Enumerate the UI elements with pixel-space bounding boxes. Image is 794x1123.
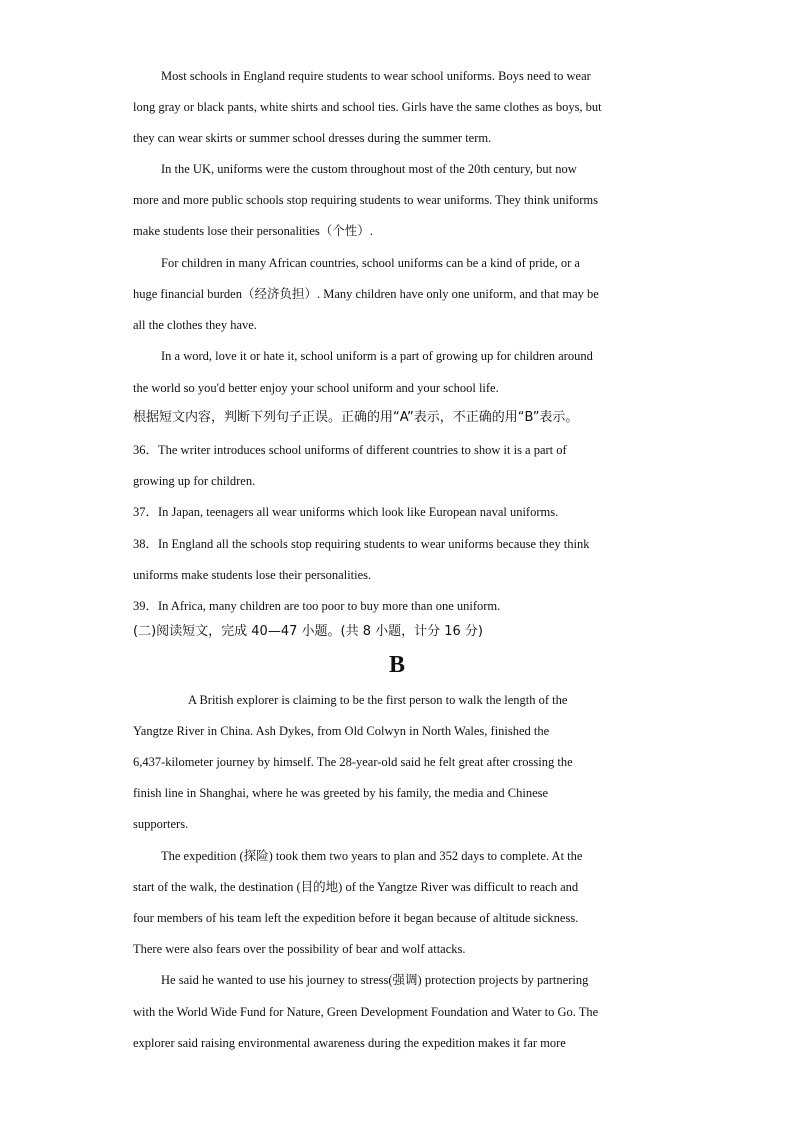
passage-b-label: B <box>388 652 405 678</box>
passage-b-p2-line1: The expedition (探险) took them two years to plan and 352 days to complete. At the <box>161 849 583 863</box>
question-38-line1: 38．In England all the schools stop requiring students to wear uniforms because they think <box>133 537 590 551</box>
passage-b-p2-line3: four members of his team left the expedition before it began because of altitude sickness. <box>133 911 579 925</box>
passage-b-p3-line3: explorer said raising environmental awareness during the expedition makes it far more <box>133 1036 566 1050</box>
question-36-line1: 36．The writer introduces school uniforms of different countries to show it is a part of <box>133 443 567 457</box>
passage-b-p3-line2: with the World Wide Fund for Nature, Green Development Foundation and Water to Go. The <box>133 1005 599 1019</box>
passage-b-p1-line4: finish line in Shanghai, where he was greeted by his family, the media and Chinese <box>133 786 549 800</box>
passage-a-p2-line2: more and more public schools stop requiring students to wear uniforms. They think uniforms <box>133 193 598 207</box>
passage-a-p3-line3: all the clothes they have. <box>133 318 257 332</box>
question-37: 37．In Japan, teenagers all wear uniforms which look like European naval uniforms. <box>133 505 559 519</box>
passage-a-p4-line2: the world so you'd better enjoy your school uniform and your school life. <box>133 381 499 395</box>
passage-b-p1-line2: Yangtze River in China. Ash Dykes, from Old Colwyn in North Wales, finished the <box>133 724 550 738</box>
passage-b-p2-line2: start of the walk, the destination (目的地) of the Yangtze River was difficult to reach and <box>133 880 579 894</box>
instructions: 根据短文内容，判断下列句子正误。正确的用“A”表示，不正确的用“B”表示。 <box>133 410 579 425</box>
passage-a-p1-line2: long gray or black pants, white shirts and school ties. Girls have the same clothes as boys, but <box>133 100 602 114</box>
passage-a-p3-line2: huge financial burden（经济负担）. Many children have only one uniform, and that may be <box>133 287 599 301</box>
question-36-line2: growing up for children. <box>133 474 256 488</box>
passage-b-p1-line1: A British explorer is claiming to be the first person to walk the length of the <box>188 693 568 707</box>
passage-b-p3-line1: He said he wanted to use his journey to stress(强调) protection projects by partnering <box>161 973 589 987</box>
question-38-line2: uniforms make students lose their personalities. <box>133 568 372 582</box>
passage-b-p1-line5: supporters. <box>133 817 189 831</box>
passage-a-p2-line1: In the UK, uniforms were the custom throughout most of the 20th century, but now <box>161 162 577 176</box>
passage-a-p1-line3: they can wear skirts or summer school dresses during the summer term. <box>133 131 492 145</box>
section-heading: (二)阅读短文，完成 40—47 小题。(共 8 小题，计分 16 分) <box>133 624 483 639</box>
passage-a-p4-line1: In a word, love it or hate it, school uniform is a part of growing up for children around <box>161 349 593 363</box>
passage-a-p2-line3: make students lose their personalities（个性）. <box>133 224 373 238</box>
passage-b-p1-line3: 6,437-kilometer journey by himself. The 28-year-old said he felt great after crossing the <box>133 755 573 769</box>
passage-b-p2-line4: There were also fears over the possibility of bear and wolf attacks. <box>133 942 466 956</box>
question-39: 39．In Africa, many children are too poor to buy more than one uniform. <box>133 599 501 613</box>
passage-a-p3-line1: For children in many African countries, school uniforms can be a kind of pride, or a <box>161 256 580 270</box>
passage-a-p1-line1: Most schools in England require students to wear school uniforms. Boys need to wear <box>161 69 591 83</box>
